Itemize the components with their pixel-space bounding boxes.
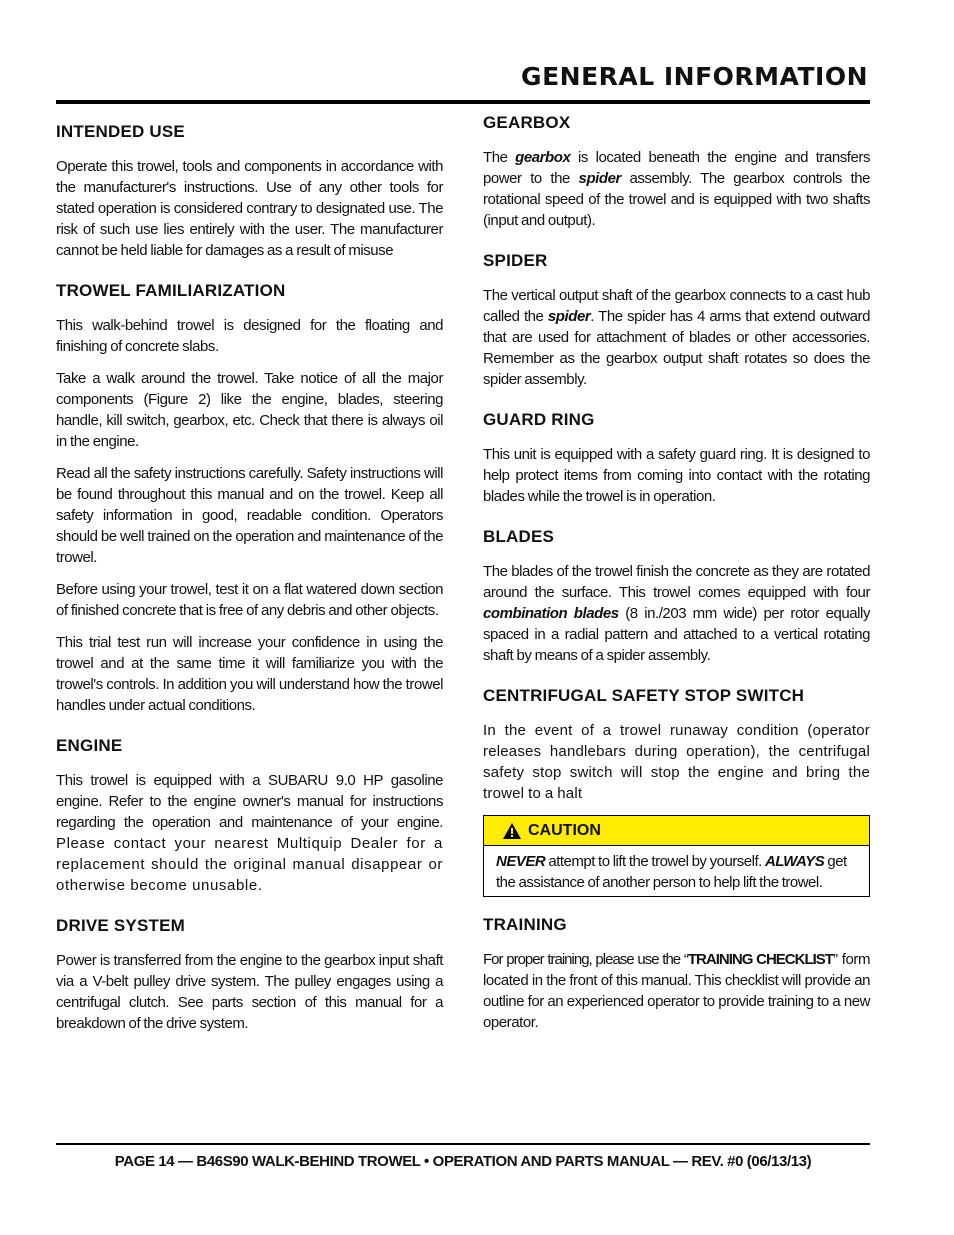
intended-use-heading: INTENDED USE	[56, 122, 185, 141]
left-column	[56, 122, 443, 1045]
spider-text	[483, 285, 870, 390]
gearbox-text-3: assembly. The gearbox controls the rotational speed of the trowel and is equipped with two shafts (input and output).	[483, 170, 870, 229]
intended-use-text: Operate this trowel, tools and components in accordance with the manufacturer's instructions. Use of any other tools for stated operation is considered contrary to designated use. The risk of such use lies entirely with the user. The manufacturer cannot be held liable for damages as a result of misuse	[56, 158, 443, 259]
blades-heading: BLADES	[483, 527, 555, 546]
spider-heading: SPIDER	[483, 251, 548, 270]
footer-rule	[56, 1143, 870, 1145]
blades-text-1: The blades of the trowel finish the concrete as they are rotated around the surface. This trowel comes equipped with four	[483, 563, 870, 601]
engine-text	[56, 770, 443, 896]
training-text-2: ” form located in the front of this manual. This checklist will provide an outline for an experienced operator to provide training to a new operator.	[483, 951, 871, 1031]
gearbox-text	[483, 147, 870, 231]
page-footer: PAGE 14 — B46S90 WALK-BEHIND TROWEL • OPERATION AND PARTS MANUAL — REV. #0 (06/13/13)	[114, 1153, 812, 1170]
familiarization-text-4: Before using your trowel, test it on a flat watered down section of finished concrete that is free of any debris and other objects.	[56, 581, 443, 619]
spider-text-1: The vertical output shaft of the gearbox connects to a cast hub called the	[483, 287, 870, 325]
caution-header	[484, 816, 869, 846]
spider-text-2: . The spider has 4 arms that extend outward that are used for attachment of blades or other accessories. Remember as the gearbox output shaft rotates so does the spider assembly.	[483, 308, 870, 388]
blades-text	[483, 561, 870, 666]
spider-term: spider	[578, 170, 621, 187]
gearbox-heading: GEARBOX	[483, 113, 571, 132]
combination-blades-term: combination blades	[483, 605, 619, 622]
spider-term-2: spider	[547, 308, 591, 325]
guard-ring-text: This unit is equipped with a safety guard ring. It is designed to help protect items from coming into contact with the rotating blades while the trowel is in operation.	[483, 446, 870, 505]
safety-switch-text: In the event of a trowel runaway condition (operator releases handlebars during operation), the centrifugal safety stop switch will stop the engine and bring the trowel to a halt	[483, 722, 870, 802]
familiarization-text-5: This trial test run will increase your confidence in using the trowel and at the same time it will familiarize you with the trowel's controls. In addition you will understand how the trowel handles under actual conditions.	[56, 634, 443, 714]
familiarization-text-1: This walk-behind trowel is designed for the floating and finishing of concrete slabs.	[56, 317, 443, 355]
blades-text-2: (8 in./203 mm wide) per rotor equally spaced in a radial pattern and attached to a vertical rotating shaft by means of a spider assembly.	[483, 605, 870, 664]
header-rule	[56, 100, 870, 104]
gearbox-text-1: The	[483, 149, 516, 166]
caution-label: CAUTION	[528, 821, 601, 839]
training-checklist-term: TRAINING CHECKLIST	[687, 951, 833, 968]
page-title: GENERAL INFORMATION	[521, 62, 868, 91]
caution-always: ALWAYS	[764, 853, 825, 870]
guard-ring-heading: GUARD RING	[483, 410, 595, 429]
gearbox-term: gearbox	[515, 149, 571, 166]
familiarization-text-3: Read all the safety instructions carefully. Safety instructions will be found throughout this manual and on the trowel. Keep all safety information in good, readable condition. Operators should be well trained on the operation and maintenance of the trowel.	[56, 465, 443, 566]
familiarization-heading: TROWEL FAMILIARIZATION	[56, 281, 286, 300]
caution-never: NEVER	[496, 853, 546, 870]
caution-box	[483, 815, 870, 897]
drive-heading: DRIVE SYSTEM	[56, 916, 185, 935]
caution-text-2: get the assistance of another person to help lift the trowel.	[496, 853, 847, 891]
engine-text-1: This trowel is equipped with a SUBARU 9.0 HP gasoline engine. Refer to the engine owner's manual for instructions regarding the operation and maintenance of your engine.	[56, 772, 443, 831]
warning-triangle-icon	[502, 822, 522, 840]
engine-heading: ENGINE	[56, 736, 123, 755]
caution-text-1: attempt to lift the trowel by yourself.	[545, 853, 765, 870]
training-text-1: For proper training, please use the “	[483, 951, 688, 968]
training-heading: TRAINING	[483, 915, 567, 934]
caution-text	[484, 846, 869, 896]
safety-switch-heading: CENTRIFUGAL SAFETY STOP SWITCH	[483, 686, 805, 705]
familiarization-text-2: Take a walk around the trowel. Take notice of all the major components (Figure 2) like the engine, blades, steering handle, kill switch, gearbox, etc. Check that there is always oil in the engine.	[56, 370, 443, 450]
right-column	[483, 113, 870, 1044]
gearbox-text-2: is located beneath the engine and transfers power to the	[483, 149, 870, 187]
training-text	[483, 949, 870, 1033]
drive-text: Power is transferred from the engine to the gearbox input shaft via a V-belt pulley drive system. The pulley engages using a centrifugal clutch. See parts section of this manual for a breakdown of the drive system.	[56, 952, 443, 1032]
engine-text-2: Please contact your nearest Multiquip Dealer for a replacement should the original manual disappear or otherwise become unusable.	[56, 835, 443, 894]
